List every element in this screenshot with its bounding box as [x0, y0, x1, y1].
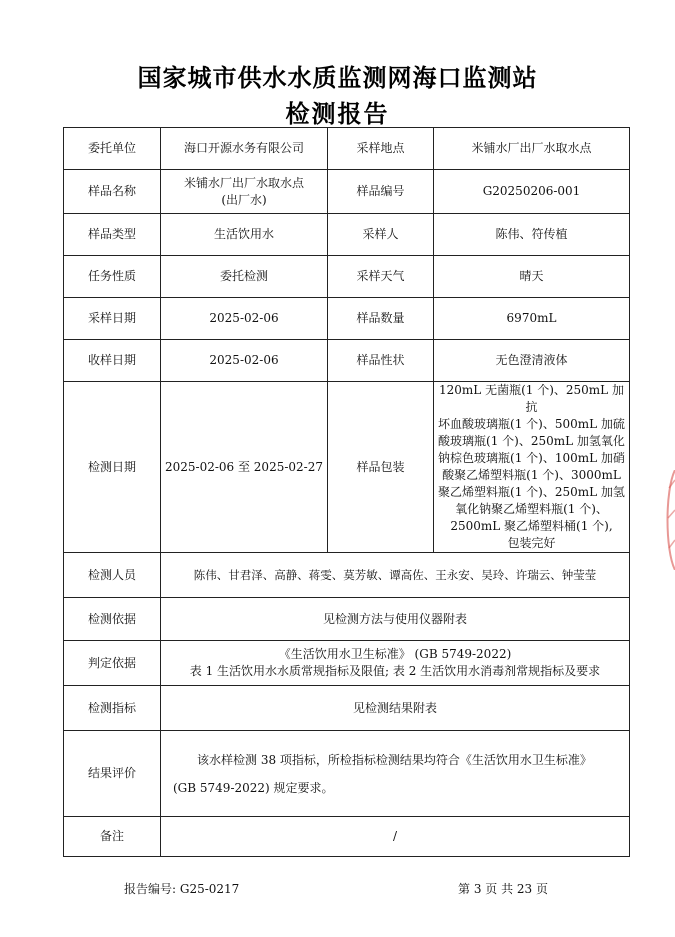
type-label: 样品类型: [64, 214, 161, 256]
package-line: 2500mL 聚乙烯塑料桶(1 个),: [450, 519, 613, 533]
package-value: [434, 382, 630, 553]
table-row: [64, 128, 630, 170]
table-row: [64, 731, 630, 817]
state-label: 样品性状: [328, 340, 434, 382]
table-row: [64, 340, 630, 382]
name-value-line: 米铺水厂出厂水取水点: [183, 175, 304, 190]
report-org-title: 国家城市供水水质监测网海口监测站: [137, 64, 538, 92]
name-label: 样品名称: [64, 170, 161, 214]
sampler-value: 陈伟、符传植: [434, 214, 630, 256]
package-line: 120mL 无菌瓶(1 个)、250mL 加抗: [439, 383, 624, 414]
id-value: G20250206-001: [434, 170, 630, 214]
evaluation-line: 该水样检测 38 项指标，所检指标检测结果均符合《生活饮用水卫生标准》: [197, 752, 592, 767]
task-value: 委托检测: [161, 256, 328, 298]
sample-date-value: 2025-02-06: [161, 298, 328, 340]
table-row: [64, 382, 630, 553]
table-row: [64, 214, 630, 256]
name-value: [161, 170, 328, 214]
table-row: [64, 641, 630, 686]
name-value-line: (出厂水): [221, 192, 267, 207]
table-row: [64, 598, 630, 641]
basis-label: 检测依据: [64, 598, 161, 641]
receive-date-value: 2025-02-06: [161, 340, 328, 382]
judge-value: [161, 641, 630, 686]
report-number: 报告编号: G25-0217: [124, 882, 240, 896]
client-value: 海口开源水务有限公司: [161, 128, 328, 170]
index-label: 检测指标: [64, 686, 161, 731]
basis-value: 见检测方法与使用仪器附表: [161, 598, 630, 641]
table-row: [64, 553, 630, 598]
package-line: 坏血酸玻璃瓶(1 个)、500mL 加硫: [438, 417, 625, 431]
package-line: 酸玻璃瓶(1 个)、250mL 加氢氧化: [438, 434, 625, 448]
evaluation-line: (GB 5749-2022) 规定要求。: [173, 780, 334, 795]
table-row: [64, 170, 630, 214]
evaluation-label: 结果评价: [64, 731, 161, 817]
quantity-value: 6970mL: [434, 298, 630, 340]
index-value: 见检测结果附表: [161, 686, 630, 731]
table-row: [64, 817, 630, 857]
test-date-label: 检测日期: [64, 382, 161, 553]
sample-date-label: 采样日期: [64, 298, 161, 340]
seal-stamp-edge: [663, 470, 675, 570]
table-row: [64, 686, 630, 731]
package-label: 样品包装: [328, 382, 434, 553]
staff-value: 陈伟、甘君泽、高静、蒋雯、莫芳敏、谭高佐、王永安、吴玲、许瑞云、钟莹莹: [161, 553, 630, 598]
task-label: 任务性质: [64, 256, 161, 298]
sampler-label: 采样人: [328, 214, 434, 256]
weather-value: 晴天: [434, 256, 630, 298]
package-line: 聚乙烯塑料瓶(1 个)、250mL 加氢: [438, 485, 625, 499]
note-label: 备注: [64, 817, 161, 857]
client-label: 委托单位: [64, 128, 161, 170]
state-value: 无色澄清液体: [434, 340, 630, 382]
package-line: 钠棕色玻璃瓶(1 个)、100mL 加硝: [438, 451, 625, 465]
report-table: [63, 127, 630, 857]
id-label: 样品编号: [328, 170, 434, 214]
package-line: 酸聚乙烯塑料瓶(1 个)、3000mL: [442, 468, 621, 482]
site-label: 采样地点: [328, 128, 434, 170]
weather-label: 采样天气: [328, 256, 434, 298]
test-date-value: 2025-02-06 至 2025-02-27: [161, 382, 328, 553]
report-title: 检测报告: [285, 100, 390, 128]
page-number: 第 3 页 共 23 页: [458, 882, 548, 896]
note-value: /: [161, 817, 630, 857]
evaluation-value: [161, 731, 630, 817]
site-value: 米铺水厂出厂水取水点: [434, 128, 630, 170]
judge-line: 《生活饮用水卫生标准》 (GB 5749-2022): [278, 647, 512, 661]
type-value: 生活饮用水: [161, 214, 328, 256]
quantity-label: 样品数量: [328, 298, 434, 340]
package-line: 氧化钠聚乙烯塑料瓶(1 个)、: [455, 502, 608, 516]
judge-line: 表 1 生活饮用水水质常规指标及限值; 表 2 生活饮用水消毒剂常规指标及要求: [189, 664, 601, 678]
judge-label: 判定依据: [64, 641, 161, 686]
table-row: [64, 298, 630, 340]
table-row: [64, 256, 630, 298]
staff-label: 检测人员: [64, 553, 161, 598]
package-line: 包装完好: [507, 536, 556, 550]
receive-date-label: 收样日期: [64, 340, 161, 382]
